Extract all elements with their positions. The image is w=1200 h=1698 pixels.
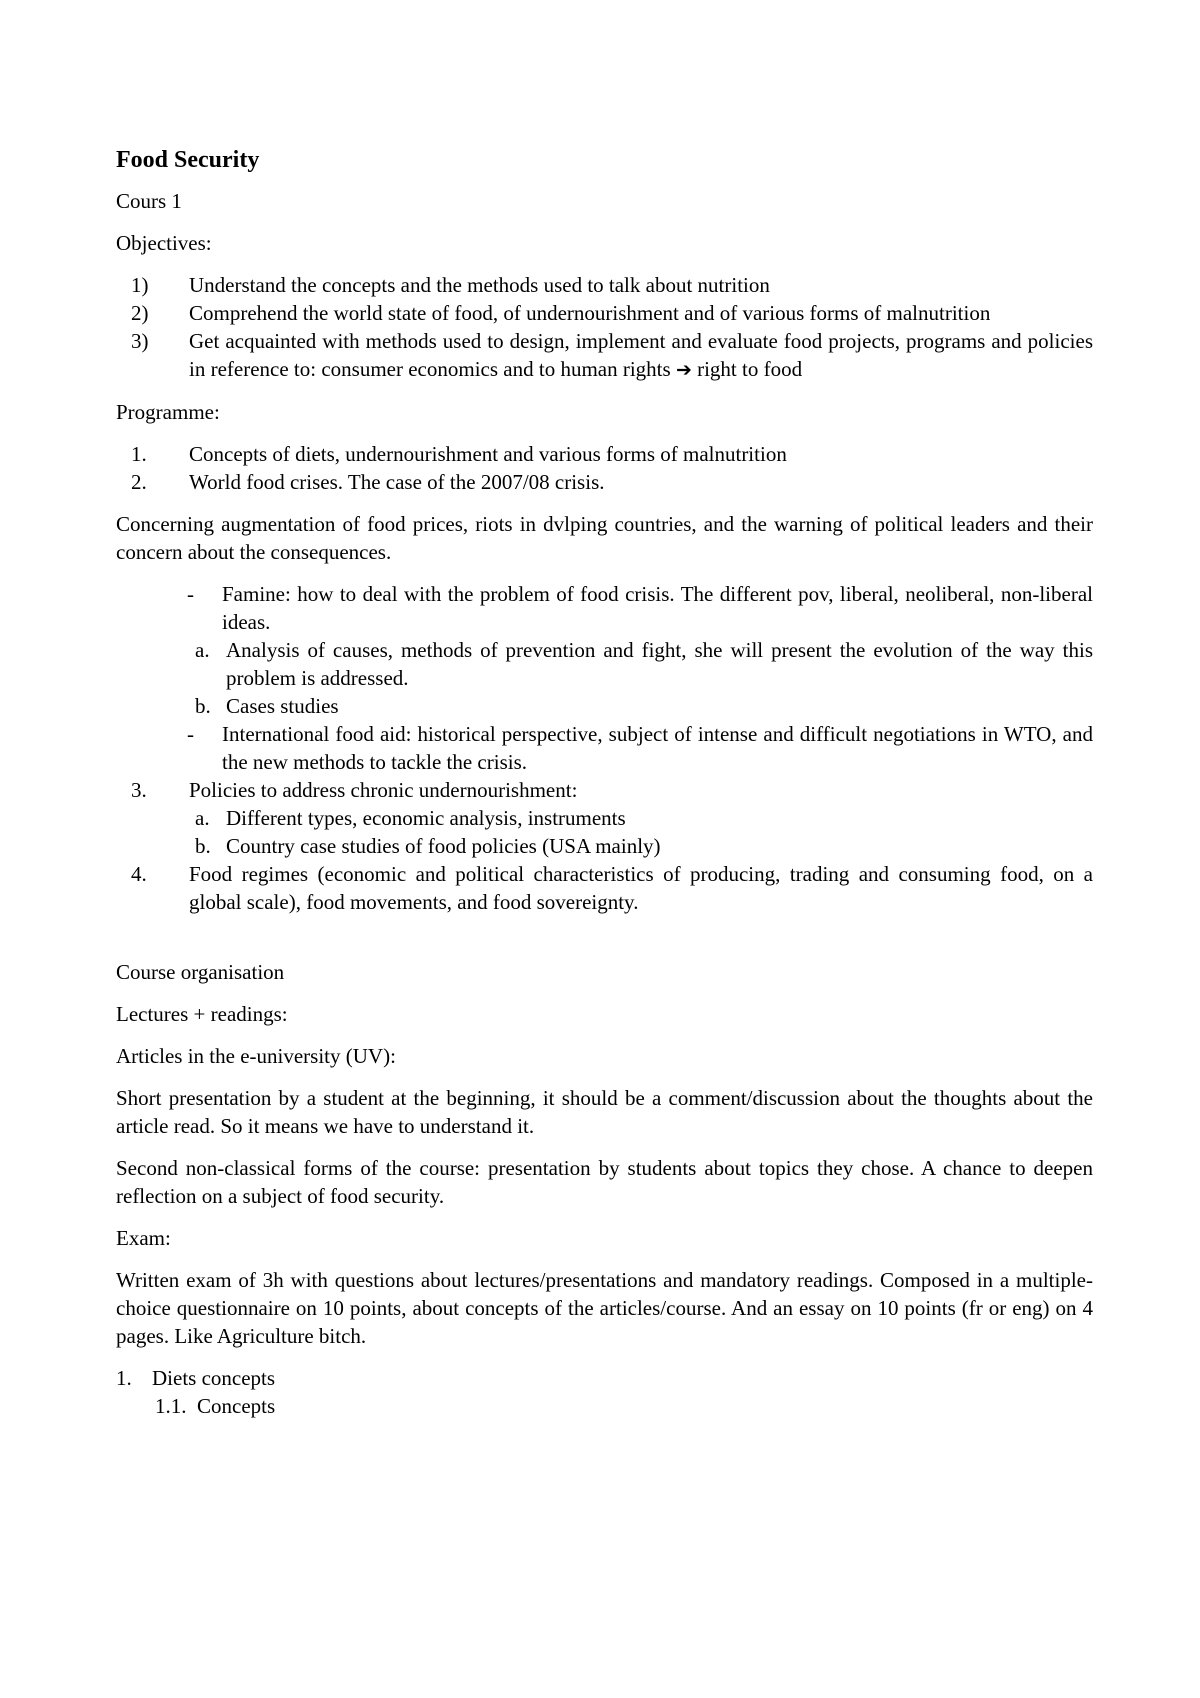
lectures-line: Lectures + readings:	[116, 1002, 288, 1026]
list-item-text: Get acquainted with methods used to design, implement and evaluate food projects, programs and policies in reference to: consumer economics and to human rights	[189, 329, 1093, 381]
course-number: Cours 1	[116, 189, 182, 213]
list-marker: a.	[195, 806, 210, 830]
list-marker: 1.	[116, 1366, 132, 1390]
crisis-details	[116, 580, 1093, 916]
articles-line: Articles in the e-university (UV):	[116, 1044, 396, 1068]
document-title: Food Security	[116, 147, 260, 173]
list-marker: 1.	[131, 442, 147, 466]
list-item-text: Famine: how to deal with the problem of food crisis. The different pov, liberal, neoliberal, non-liberal ideas.	[222, 582, 1093, 634]
outline-list	[116, 1364, 1093, 1420]
list-item-text: Country case studies of food policies (USA mainly)	[226, 834, 661, 858]
objectives-list	[116, 271, 1093, 384]
list-item-text: Comprehend the world state of food, of undernourishment and of various forms of malnutrition	[189, 301, 991, 325]
list-item-text: right to food	[697, 357, 803, 381]
exam-paragraph: Written exam of 3h with questions about lectures/presentations and mandatory readings. Composed in a multiple-choice questionnaire on 10 points, about concepts of the articles/course. And an essay on 10 points (fr or eng) on 4 pages. Like Agriculture bitch.	[116, 1268, 1093, 1348]
list-item	[116, 271, 1093, 299]
list-item	[116, 860, 1093, 916]
list-item-text: World food crises. The case of the 2007/08 crisis.	[189, 470, 605, 494]
spacer	[116, 946, 1093, 958]
list-marker: 3.	[131, 778, 147, 802]
list-item	[116, 1392, 1093, 1420]
list-item	[116, 327, 1093, 384]
list-marker: 2)	[131, 301, 149, 325]
list-item	[116, 804, 1093, 832]
document-body	[116, 145, 1093, 1420]
list-item-text: Analysis of causes, methods of prevention and fight, she will present the evolution of the way this problem is addressed.	[226, 638, 1093, 690]
list-item-text: Concepts of diets, undernourishment and various forms of malnutrition	[189, 442, 787, 466]
list-marker: 1.1.	[155, 1394, 187, 1418]
list-item-text: Cases studies	[226, 694, 339, 718]
list-marker: a.	[195, 638, 210, 662]
list-marker: 4.	[131, 862, 147, 886]
exam-heading: Exam:	[116, 1226, 171, 1250]
programme-list	[116, 440, 1093, 496]
list-item	[116, 299, 1093, 327]
list-marker: -	[187, 722, 194, 746]
list-item	[116, 636, 1093, 692]
list-item	[116, 440, 1093, 468]
short-presentation-paragraph: Short presentation by a student at the beginning, it should be a comment/discussion about the thoughts about the article read. So it means we have to understand it.	[116, 1086, 1093, 1138]
list-marker: -	[187, 582, 194, 606]
list-marker: b.	[195, 694, 211, 718]
list-item	[116, 692, 1093, 720]
list-marker: 1)	[131, 273, 149, 297]
list-item	[116, 776, 1093, 804]
objectives-heading: Objectives:	[116, 231, 212, 255]
list-marker: b.	[195, 834, 211, 858]
right-arrow-icon: ➔	[675, 359, 692, 381]
list-item-text: Concepts	[197, 1394, 276, 1418]
list-marker: 2.	[131, 470, 147, 494]
course-organisation-heading: Course organisation	[116, 960, 285, 984]
list-item-text: Understand the concepts and the methods used to talk about nutrition	[189, 273, 770, 297]
list-marker: 3)	[131, 329, 149, 353]
list-item-text: Different types, economic analysis, instruments	[226, 806, 626, 830]
list-item	[116, 580, 1093, 636]
list-item-text: International food aid: historical perspective, subject of intense and difficult negotiations in WTO, and the new methods to tackle the crisis.	[222, 722, 1093, 774]
list-item-text: Diets concepts	[152, 1366, 276, 1390]
list-item-text: Policies to address chronic undernourishment:	[189, 778, 578, 802]
second-forms-paragraph: Second non-classical forms of the course: presentation by students about topics they chose. A chance to deepen reflection on a subject of food security.	[116, 1156, 1093, 1208]
list-item-text: Food regimes (economic and political characteristics of producing, trading and consuming food, on a global scale), food movements, and food sovereignty.	[189, 862, 1093, 914]
list-item	[116, 720, 1093, 776]
concern-paragraph: Concerning augmentation of food prices, riots in dvlping countries, and the warning of political leaders and their concern about the consequences.	[116, 512, 1093, 564]
list-item	[116, 832, 1093, 860]
list-item	[116, 1364, 1093, 1392]
spacer	[116, 916, 1093, 946]
list-item	[116, 468, 1093, 496]
programme-heading: Programme:	[116, 400, 220, 424]
